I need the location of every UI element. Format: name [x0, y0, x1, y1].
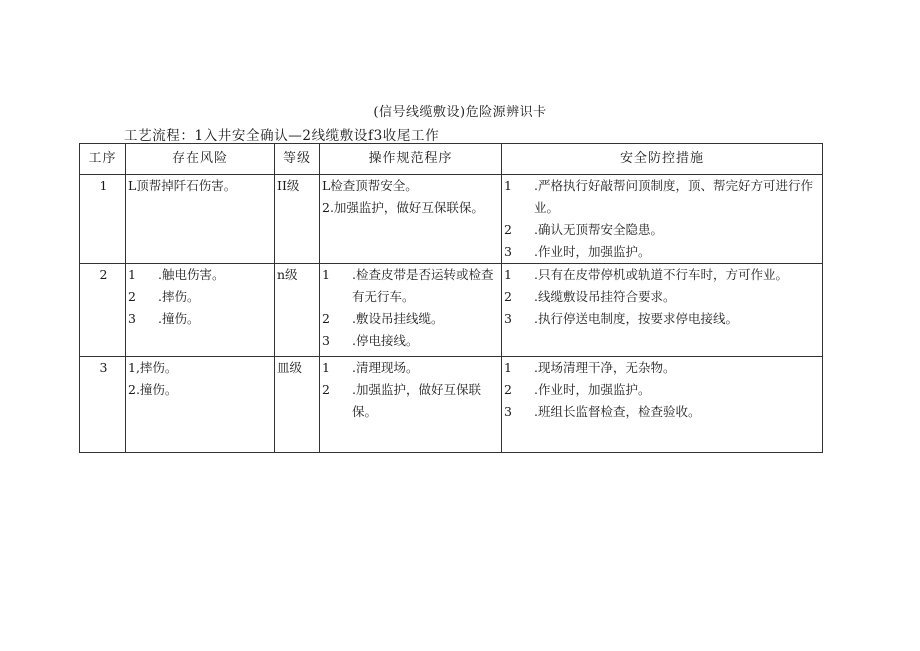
- hazard-table: [79, 143, 823, 453]
- measure-item: 3 .班组长监督检查，检查验收。: [504, 404, 701, 419]
- risk-item: 1,摔伤。: [128, 360, 178, 375]
- measure-item: 3 .作业时，加强监护。: [504, 244, 651, 259]
- measure-item: 3 .执行停送电制度，按要求停电接线。: [504, 311, 738, 326]
- measure-item: 2 .确认无顶帮安全隐患。: [504, 222, 663, 237]
- process-flow: 工艺流程：1入井安全确认—2线缆敷设f3收尾工作: [124, 128, 440, 144]
- header-measures: 安全防控措施: [502, 144, 823, 175]
- procedure-item: 2 .加强监护，做好互保联保。: [322, 382, 481, 419]
- risk-item: L顶帮掉阡石伤害。: [128, 178, 237, 193]
- table-row: [80, 357, 823, 453]
- risk-item: 2 .摔伤。: [128, 289, 200, 304]
- step-number: 3: [80, 357, 126, 453]
- header-procedure: 操作规范程序: [320, 144, 502, 175]
- procedure-cell: [320, 175, 502, 264]
- procedure-item: 3 .停电接线。: [322, 333, 419, 348]
- level-cell: n级: [275, 264, 320, 357]
- measure-item: 1 .严格执行好敲帮问顶制度，顶、帮完好方可进行作业。: [504, 178, 813, 215]
- risk-cell: [126, 264, 275, 357]
- procedure-item: 1 .清理现场。: [322, 360, 419, 375]
- level-cell: II级: [275, 175, 320, 264]
- header-risk: 存在风险: [126, 144, 275, 175]
- procedure-item: 1 .检查皮带是否运转或检查有无行车。: [322, 267, 494, 304]
- measure-item: 2 .线缆敷设吊挂符合要求。: [504, 289, 676, 304]
- table-row: [80, 264, 823, 357]
- step-number: 1: [80, 175, 126, 264]
- risk-item: 2.撞伤。: [128, 382, 178, 397]
- procedure-item: 2 .敷设吊挂线缆。: [322, 311, 444, 326]
- measure-item: 2 .作业时，加强监护。: [504, 382, 651, 397]
- header-level: 等级: [275, 144, 320, 175]
- measures-cell: [502, 264, 823, 357]
- header-step: 工序: [80, 144, 126, 175]
- table-row: [80, 175, 823, 264]
- step-number: 2: [80, 264, 126, 357]
- risk-cell: [126, 175, 275, 264]
- card-title: (信号线缆敷设)危险源辨识卡: [373, 105, 547, 120]
- measure-item: 1 .现场清理干净，无杂物。: [504, 360, 676, 375]
- measure-item: 1 .只有在皮带停机或轨道不行车时，方可作业。: [504, 267, 788, 282]
- procedure-item: L检查顶帮安全。: [322, 178, 418, 193]
- header-row: [80, 144, 823, 175]
- risk-item: 1 .触电伤害。: [128, 267, 225, 282]
- measures-cell: [502, 175, 823, 264]
- procedure-cell: [320, 264, 502, 357]
- procedure-item: 2.加强监护，做好互保联保。: [322, 200, 484, 215]
- procedure-cell: [320, 357, 502, 453]
- risk-cell: [126, 357, 275, 453]
- risk-item: 3 .撞伤。: [128, 311, 200, 326]
- level-cell: 皿级: [275, 357, 320, 453]
- measures-cell: [502, 357, 823, 453]
